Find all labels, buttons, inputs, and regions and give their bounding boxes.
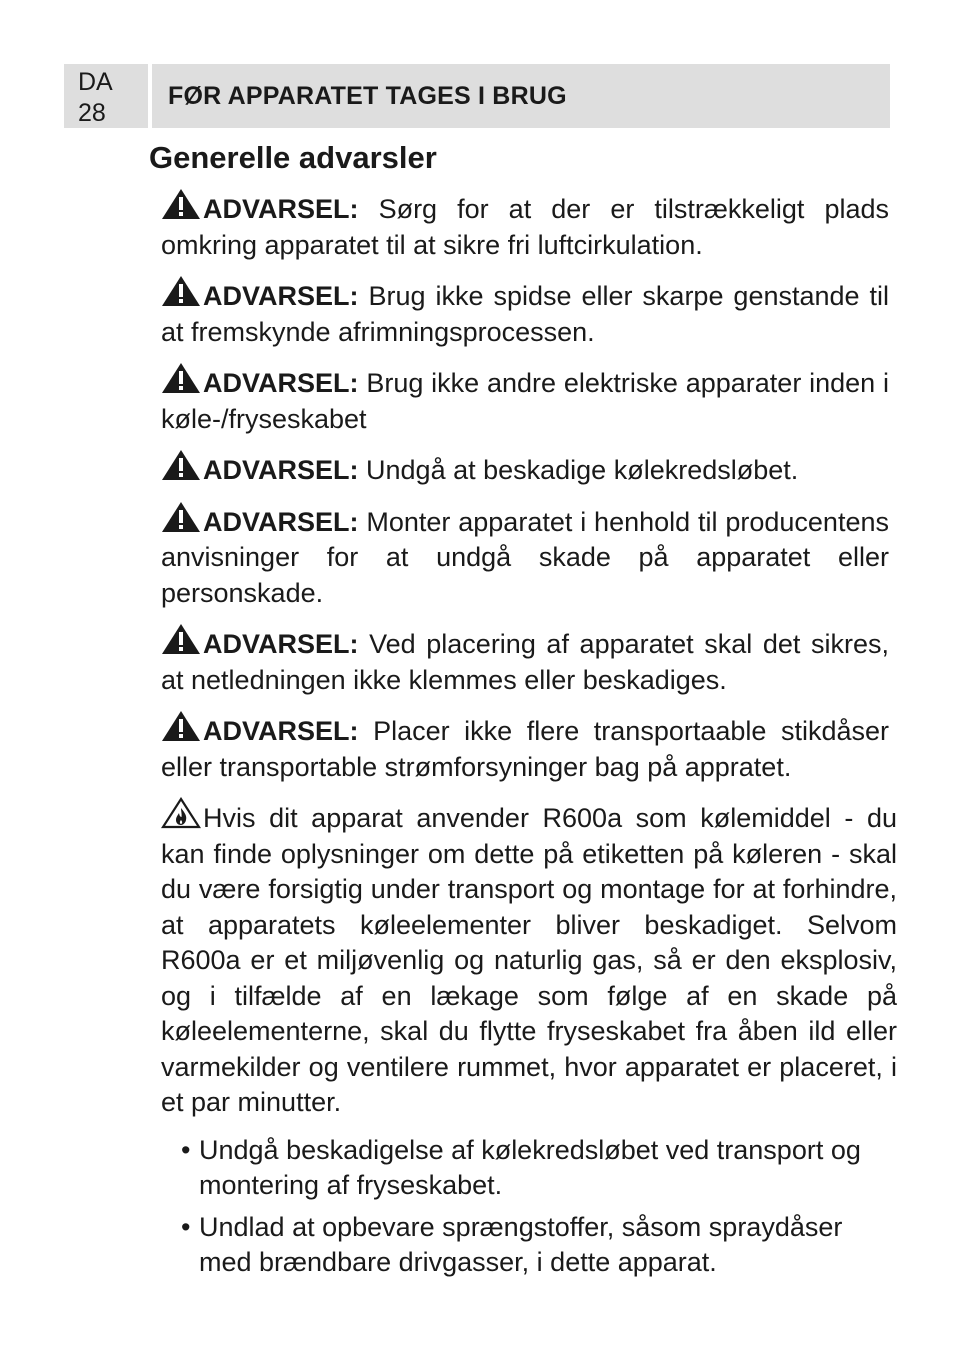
list-item [181,1133,889,1204]
warning-paragraph [161,275,889,350]
bullet-list [161,1133,889,1281]
warning-label: ADVARSEL: [203,455,359,485]
warning-paragraph [161,449,889,489]
header-bar [152,64,890,128]
warning-label: ADVARSEL: [203,716,359,746]
warning-paragraph [161,623,889,698]
flammable-note-text: Hvis dit apparat anvender R600a som kølemiddel - du kan finde oplysninger om dette på etiketten på køleren - skal du være forsigtig under transport og montage for at forhindre, at apparatets køleelementer bliver beskadiget. Selvom R600a er et miljøvenlig og naturlig gas, så er den eksplosiv, og i tilfælde af en lækage som følge af en skade på køleelementerne, skal du flytte fryseskabet fra åben ild eller varmekilder og ventilere rummet, hvor apparatet er placeret, i et par minutter. [161,803,897,1117]
warning-label: ADVARSEL: [203,281,359,311]
warning-label: ADVARSEL: [203,506,359,537]
warning-label: ADVARSEL: [203,368,359,398]
warning-triangle-icon [161,275,201,307]
warning-paragraph [161,710,889,785]
list-item-text: Undlad at opbevare sprængstoffer, såsom spraydåser med brændbare drivgasser, i dette apparat. [199,1211,843,1277]
list-item [181,1210,889,1281]
section-content [161,188,897,1287]
warning-triangle-icon [161,501,201,533]
warning-text: Brug ikke spidse eller skarpe genstande til at fremskynde afrimningsprocessen. [161,281,889,347]
language-code: DA [78,68,113,96]
warning-paragraph [161,501,889,612]
warning-text: Placer ikke flere transportaable stikdåser eller transportable strømforsyninger bag på appratet. [161,716,889,782]
section-title: Generelle advarsler [149,140,437,175]
warning-text: Ved placering af apparatet skal det sikres, at netledningen ikke klemmes eller beskadiges. [161,629,889,695]
bullet-icon: • [181,1211,191,1242]
header-title: FØR APPARATET TAGES I BRUG [168,81,567,110]
warning-text: Brug ikke andre elektriske apparater inden i køle-/fryseskabet [161,368,889,434]
bullet-icon: • [181,1134,191,1165]
warning-triangle-icon [161,449,201,481]
list-item-text: Undgå beskadigelse af kølekredsløbet ved transport og montering af fryseskabet. [199,1134,861,1200]
warning-triangle-icon [161,188,201,220]
warning-text: Sørg for at der er tilstrækkeligt plads omkring apparatet til at sikre fri luftcirkulation. [161,194,889,260]
flammable-warning-icon [161,797,201,829]
page-number: 28 [78,99,106,127]
warning-text: Undgå at beskadige kølekredsløbet. [358,455,799,485]
warning-triangle-icon [161,623,201,655]
warning-triangle-icon [161,710,201,742]
warning-text: Monter apparatet i henhold til producentens anvisninger for at undgå skade på apparatet eller personskade. [161,506,889,608]
warning-label: ADVARSEL: [203,194,359,224]
warning-paragraph [161,188,889,263]
warning-paragraph [161,362,889,437]
warning-triangle-icon [161,362,201,394]
page-tag [64,64,148,128]
warning-label: ADVARSEL: [203,629,359,659]
flammable-note [161,797,897,1121]
